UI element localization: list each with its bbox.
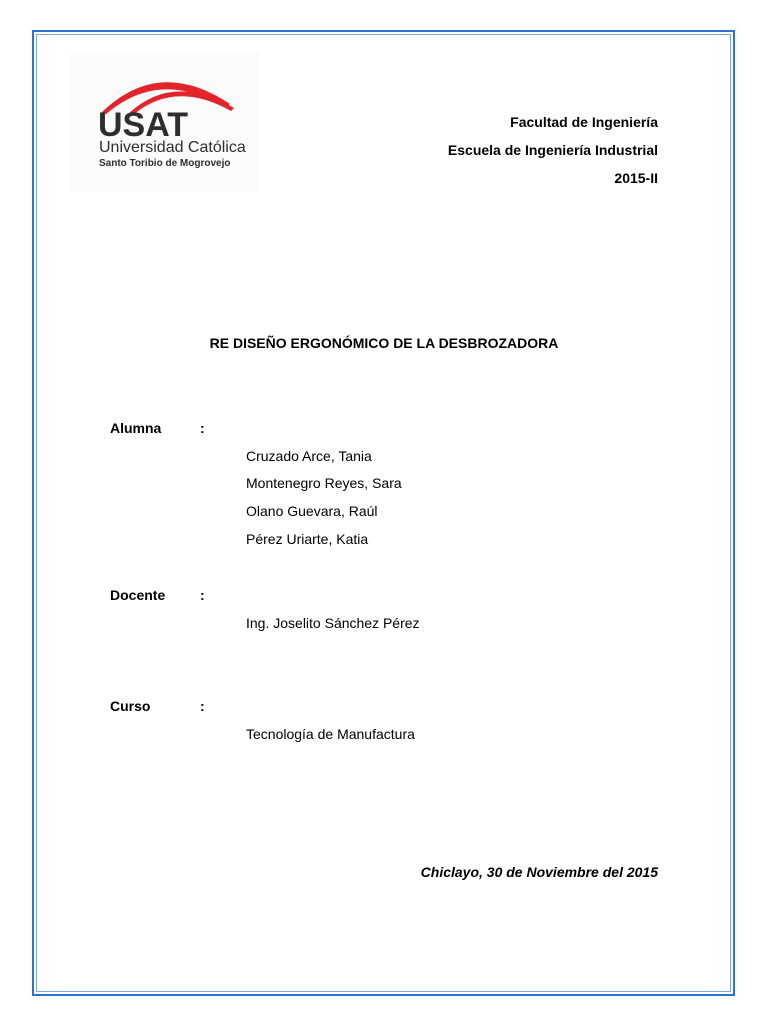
teacher-colon: : xyxy=(200,587,205,603)
logo-university: Universidad Católica xyxy=(99,139,246,156)
document-title: RE DISEÑO ERGONÓMICO DE LA DESBROZADORA xyxy=(209,335,559,351)
period-heading: 2015-II xyxy=(614,170,658,186)
student-name: Olano Guevara, Raúl xyxy=(246,503,378,519)
teacher-name: Ing. Joselito Sánchez Pérez xyxy=(246,615,420,631)
course-colon: : xyxy=(200,698,205,714)
student-name: Pérez Uriarte, Katia xyxy=(246,531,369,547)
school-heading: Escuela de Ingeniería Industrial xyxy=(447,142,658,158)
teacher-label: Docente xyxy=(110,587,166,603)
course-name: Tecnología de Manufactura xyxy=(246,726,415,742)
usat-logo xyxy=(70,52,260,192)
students-colon: : xyxy=(200,420,205,436)
student-name: Montenegro Reyes, Sara xyxy=(246,475,402,491)
student-name: Cruzado Arce, Tania xyxy=(246,448,372,464)
students-label: Alumna xyxy=(110,420,162,436)
course-label: Curso xyxy=(110,698,151,714)
place-date-line: Chiclayo, 30 de Noviembre del 2015 xyxy=(420,864,658,880)
logo-name: USAT xyxy=(98,106,189,144)
logo-subtitle: Santo Toribio de Mogrovejo xyxy=(99,158,231,169)
faculty-heading: Facultad de Ingeniería xyxy=(510,114,658,130)
